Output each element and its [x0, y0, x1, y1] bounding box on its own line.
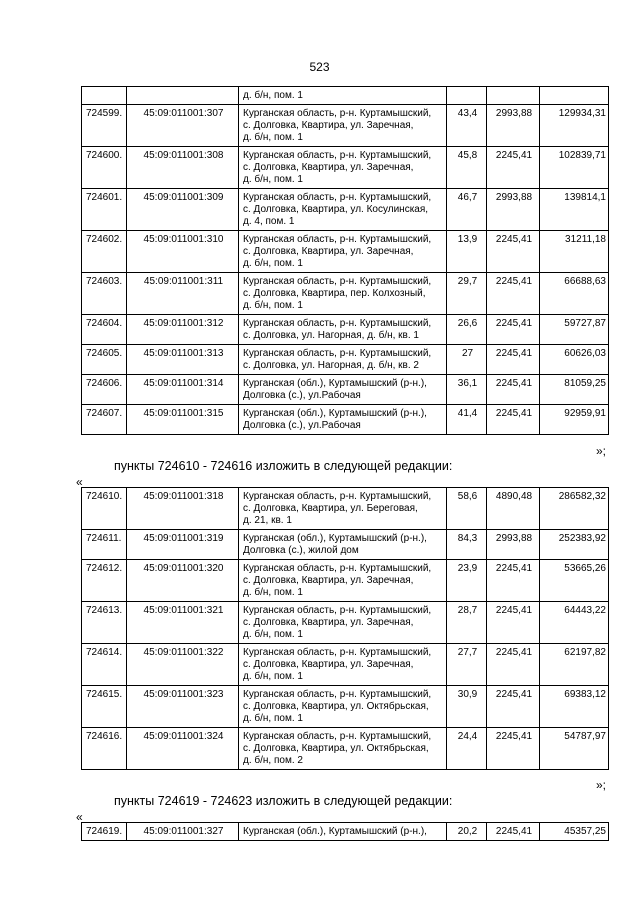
address-cell	[239, 405, 447, 435]
address-line: с. Долговка, Квартира, ул. Заречная,	[243, 120, 414, 131]
total-cell: 31211,18	[540, 231, 609, 273]
cadastral-number-cell	[127, 87, 239, 105]
area-cell: 45,8	[447, 147, 487, 189]
address-line: с. Долговка, Квартира, ул. Заречная,	[243, 617, 414, 628]
rate-cell: 2245,41	[487, 315, 540, 345]
total-cell: 286582,32	[540, 488, 609, 530]
closing-quote: »;	[595, 778, 606, 792]
address-cell	[239, 375, 447, 405]
cadastral-number-cell: 45:09:011001:323	[127, 686, 239, 728]
address-line: Курганская область, р-н. Куртамышский,	[243, 689, 432, 700]
area-cell: 36,1	[447, 375, 487, 405]
address-cell	[239, 530, 447, 560]
total-cell: 54787,97	[540, 728, 609, 770]
cadastral-number-cell: 45:09:011001:318	[127, 488, 239, 530]
address-cell	[239, 147, 447, 189]
table-row	[82, 87, 609, 105]
address-cell	[239, 602, 447, 644]
table-row	[82, 315, 609, 345]
area-cell: 30,9	[447, 686, 487, 728]
rate-cell: 2245,41	[487, 405, 540, 435]
address-line: д. б/н, пом. 1	[243, 629, 303, 640]
address-line: Курганская (обл.), Куртамышский (р-н.),	[243, 533, 427, 544]
rate-cell: 2245,41	[487, 273, 540, 315]
area-cell: 84,3	[447, 530, 487, 560]
cadastral-number-cell: 45:09:011001:315	[127, 405, 239, 435]
address-line: с. Долговка, Квартира, ул. Заречная,	[243, 659, 414, 670]
area-cell: 23,9	[447, 560, 487, 602]
rate-cell: 2245,41	[487, 728, 540, 770]
area-cell: 27	[447, 345, 487, 375]
address-cell	[239, 345, 447, 375]
amendment-instruction: пункты 724619 - 724623 изложить в следующей редакции:	[114, 794, 453, 808]
address-cell	[239, 728, 447, 770]
address-line: с. Долговка, Квартира, пер. Колхозный,	[243, 288, 426, 299]
address-line: Курганская область, р-н. Куртамышский,	[243, 647, 432, 658]
area-cell: 46,7	[447, 189, 487, 231]
cadastral-number-cell: 45:09:011001:321	[127, 602, 239, 644]
address-line: Курганская область, р-н. Куртамышский,	[243, 150, 432, 161]
rate-cell: 2245,41	[487, 147, 540, 189]
address-line: Курганская область, р-н. Куртамышский,	[243, 731, 432, 742]
rate-cell: 2245,41	[487, 644, 540, 686]
address-line: Курганская область, р-н. Куртамышский,	[243, 605, 432, 616]
address-line: д. б/н, пом. 1	[243, 713, 303, 724]
address-cell	[239, 189, 447, 231]
address-line: д. б/н, пом. 1	[243, 671, 303, 682]
item-number-cell: 724616.	[82, 728, 127, 770]
cadastral-number-cell: 45:09:011001:322	[127, 644, 239, 686]
item-number-cell: 724619.	[82, 823, 127, 841]
item-number-cell: 724603.	[82, 273, 127, 315]
address-line: Курганская область, р-н. Куртамышский,	[243, 348, 432, 359]
address-line: Курганская (обл.), Куртамышский (р-н.),	[243, 378, 427, 389]
total-cell: 62197,82	[540, 644, 609, 686]
address-line: д. 4, пом. 1	[243, 216, 295, 227]
rate-cell: 2993,88	[487, 105, 540, 147]
registry-table-3	[81, 822, 609, 841]
total-cell: 64443,22	[540, 602, 609, 644]
table-row	[82, 105, 609, 147]
item-number-cell: 724611.	[82, 530, 127, 560]
item-number-cell: 724607.	[82, 405, 127, 435]
rate-cell: 2245,41	[487, 375, 540, 405]
address-line: д. 21, кв. 1	[243, 515, 292, 526]
address-line: Долговка (с.), ул.Рабочая	[243, 390, 361, 401]
address-line: с. Долговка, Квартира, ул. Октябрьская,	[243, 743, 429, 754]
address-line: с. Долговка, Квартира, ул. Заречная,	[243, 246, 414, 257]
address-line: с. Долговка, Квартира, ул. Косулинская,	[243, 204, 429, 215]
address-line: с. Долговка, ул. Нагорная, д. б/н, кв. 1	[243, 330, 419, 341]
address-line: с. Долговка, Квартира, ул. Заречная,	[243, 162, 414, 173]
area-cell: 13,9	[447, 231, 487, 273]
cadastral-number-cell: 45:09:011001:327	[127, 823, 239, 841]
item-number-cell: 724600.	[82, 147, 127, 189]
total-cell: 92959,91	[540, 405, 609, 435]
item-number-cell: 724602.	[82, 231, 127, 273]
item-number-cell: 724615.	[82, 686, 127, 728]
item-number-cell: 724613.	[82, 602, 127, 644]
total-cell: 69383,12	[540, 686, 609, 728]
address-line: Курганская (обл.), Куртамышский (р-н.),	[243, 408, 427, 419]
address-line: д. б/н, пом. 1	[243, 90, 303, 101]
address-line: д. б/н, пом. 1	[243, 300, 303, 311]
address-line: Курганская область, р-н. Куртамышский,	[243, 563, 432, 574]
address-line: д. б/н, пом. 1	[243, 587, 303, 598]
cadastral-number-cell: 45:09:011001:324	[127, 728, 239, 770]
table-row	[82, 375, 609, 405]
total-cell: 139814,1	[540, 189, 609, 231]
table-row	[82, 560, 609, 602]
area-cell: 27,7	[447, 644, 487, 686]
address-cell	[239, 273, 447, 315]
cadastral-number-cell: 45:09:011001:314	[127, 375, 239, 405]
item-number-cell: 724612.	[82, 560, 127, 602]
rate-cell: 2245,41	[487, 686, 540, 728]
address-line: Долговка (с.), ул.Рабочая	[243, 420, 361, 431]
table-row	[82, 345, 609, 375]
table-row	[82, 231, 609, 273]
item-number-cell	[82, 87, 127, 105]
area-cell: 29,7	[447, 273, 487, 315]
total-cell: 45357,25	[540, 823, 609, 841]
cadastral-number-cell: 45:09:011001:311	[127, 273, 239, 315]
item-number-cell: 724605.	[82, 345, 127, 375]
area-cell: 28,7	[447, 602, 487, 644]
area-cell: 26,6	[447, 315, 487, 345]
address-line: с. Долговка, Квартира, ул. Береговая,	[243, 503, 418, 514]
table-row	[82, 686, 609, 728]
item-number-cell: 724606.	[82, 375, 127, 405]
total-cell: 102839,71	[540, 147, 609, 189]
area-cell: 43,4	[447, 105, 487, 147]
cadastral-number-cell: 45:09:011001:309	[127, 189, 239, 231]
address-line: с. Долговка, ул. Нагорная, д. б/н, кв. 2	[243, 360, 419, 371]
total-cell: 252383,92	[540, 530, 609, 560]
rate-cell: 2245,41	[487, 560, 540, 602]
address-line: Курганская область, р-н. Куртамышский,	[243, 276, 432, 287]
cadastral-number-cell: 45:09:011001:308	[127, 147, 239, 189]
total-cell: 53665,26	[540, 560, 609, 602]
rate-cell: 2245,41	[487, 602, 540, 644]
address-cell	[239, 105, 447, 147]
table-row	[82, 147, 609, 189]
item-number-cell: 724604.	[82, 315, 127, 345]
page-number: 523	[309, 60, 330, 74]
item-number-cell: 724610.	[82, 488, 127, 530]
address-cell	[239, 488, 447, 530]
item-number-cell: 724614.	[82, 644, 127, 686]
address-cell	[239, 315, 447, 345]
cadastral-number-cell: 45:09:011001:319	[127, 530, 239, 560]
table-row	[82, 823, 609, 841]
cadastral-number-cell: 45:09:011001:307	[127, 105, 239, 147]
opening-quote: «	[76, 810, 83, 824]
address-line: д. б/н, пом. 1	[243, 258, 303, 269]
address-line: д. б/н, пом. 1	[243, 132, 303, 143]
total-cell: 66688,63	[540, 273, 609, 315]
table-row	[82, 602, 609, 644]
item-number-cell: 724599.	[82, 105, 127, 147]
registry-table-1	[81, 86, 609, 435]
total-cell	[540, 87, 609, 105]
table-row	[82, 728, 609, 770]
address-line: Курганская (обл.), Куртамышский (р-н.),	[243, 826, 427, 837]
area-cell: 20,2	[447, 823, 487, 841]
item-number-cell: 724601.	[82, 189, 127, 231]
table-row	[82, 273, 609, 315]
rate-cell	[487, 87, 540, 105]
address-line: Курганская область, р-н. Куртамышский,	[243, 192, 432, 203]
total-cell: 59727,87	[540, 315, 609, 345]
rate-cell: 2245,41	[487, 231, 540, 273]
rate-cell: 4890,48	[487, 488, 540, 530]
amendment-instruction: пункты 724610 - 724616 изложить в следующей редакции:	[114, 459, 453, 473]
address-line: д. б/н, пом. 1	[243, 174, 303, 185]
table-row	[82, 189, 609, 231]
address-cell	[239, 686, 447, 728]
table-row	[82, 644, 609, 686]
cadastral-number-cell: 45:09:011001:313	[127, 345, 239, 375]
area-cell: 24,4	[447, 728, 487, 770]
address-line: с. Долговка, Квартира, ул. Заречная,	[243, 575, 414, 586]
registry-table-2	[81, 487, 609, 770]
address-line: Долговка (с.), жилой дом	[243, 545, 359, 556]
area-cell: 41,4	[447, 405, 487, 435]
address-cell	[239, 560, 447, 602]
opening-quote: «	[76, 475, 83, 489]
table-row	[82, 530, 609, 560]
table-row	[82, 405, 609, 435]
cadastral-number-cell: 45:09:011001:320	[127, 560, 239, 602]
address-cell	[239, 87, 447, 105]
closing-quote: »;	[595, 444, 606, 458]
total-cell: 60626,03	[540, 345, 609, 375]
rate-cell: 2245,41	[487, 345, 540, 375]
address-line: д. б/н, пом. 2	[243, 755, 303, 766]
address-line: Курганская область, р-н. Куртамышский,	[243, 234, 432, 245]
rate-cell: 2245,41	[487, 823, 540, 841]
total-cell: 129934,31	[540, 105, 609, 147]
address-cell	[239, 231, 447, 273]
rate-cell: 2993,88	[487, 530, 540, 560]
cadastral-number-cell: 45:09:011001:310	[127, 231, 239, 273]
address-line: Курганская область, р-н. Куртамышский,	[243, 108, 432, 119]
address-line: с. Долговка, Квартира, ул. Октябрьская,	[243, 701, 429, 712]
address-line: Курганская область, р-н. Куртамышский,	[243, 491, 432, 502]
address-line: Курганская область, р-н. Куртамышский,	[243, 318, 432, 329]
total-cell: 81059,25	[540, 375, 609, 405]
rate-cell: 2993,88	[487, 189, 540, 231]
address-cell	[239, 823, 447, 841]
cadastral-number-cell: 45:09:011001:312	[127, 315, 239, 345]
area-cell	[447, 87, 487, 105]
area-cell: 58,6	[447, 488, 487, 530]
table-row	[82, 488, 609, 530]
address-cell	[239, 644, 447, 686]
